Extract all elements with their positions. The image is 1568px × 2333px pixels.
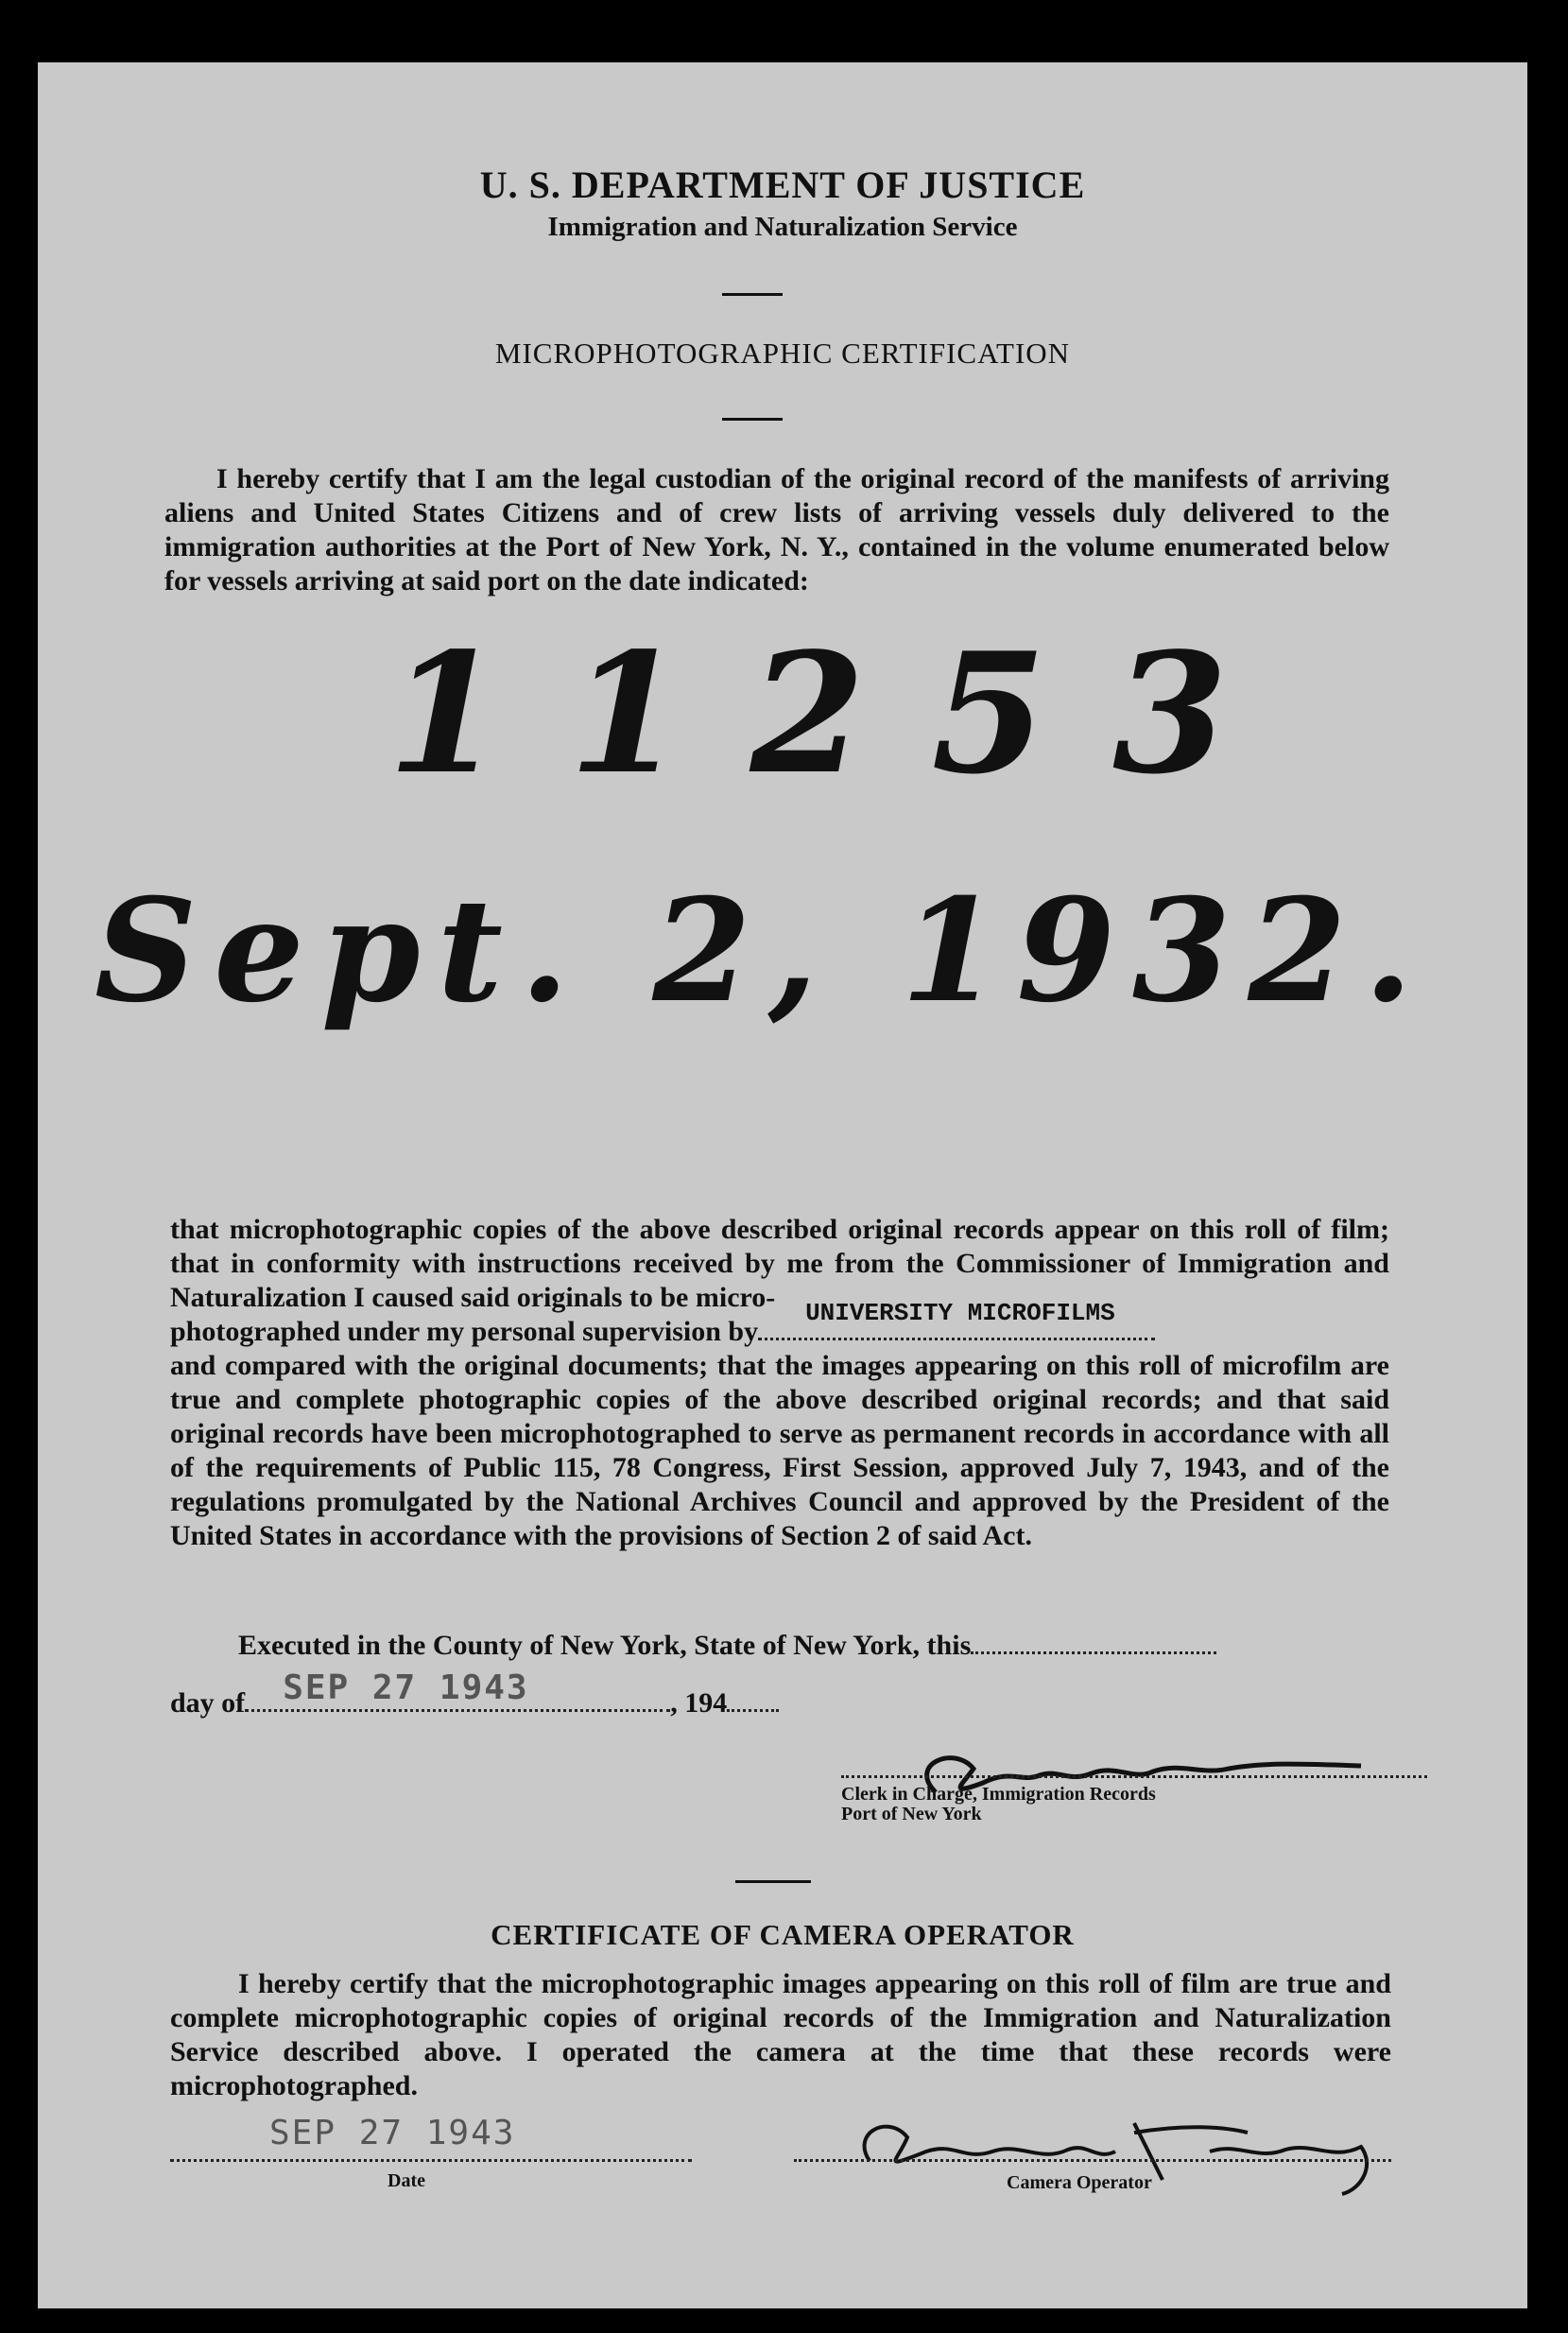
department-heading: U. S. DEPARTMENT OF JUSTICE: [479, 164, 1086, 206]
body-part3: and compared with the original documents; that the images appearing on this roll of microfilm are true and complete photographic copies of the above described original records; and that said original records have been microphotographed to serve as permanent records in accordance with all of the requirements of Public 115, 78 Congress, First Session, approved July 7, 1943, and of the regulations promulgated by the National Archives Council and approved by the President of the United States in accordance with the provisions of Section 2 of said Act.: [170, 1350, 1389, 1551]
supervisor-line: [758, 1299, 1155, 1340]
certificate-page: [38, 62, 1527, 2308]
year-prefix: , 194: [670, 1687, 728, 1719]
clerk-title: [841, 1785, 1156, 1824]
intro-paragraph: I hereby certify that I am the legal custodian of the original record of the manifests of arriving aliens and United States Citizens and of crew lists of arriving vessels duly delivered to the immigration authorities at the Port of New York, N. Y., contained in the volume enumerated below for vessels arriving at said port on the date indicated:: [164, 463, 1389, 596]
date-label: Date: [388, 2170, 425, 2191]
day-of-dots: [245, 1668, 670, 1712]
body-part1: that microphotographic copies of the above described original records appear on this roll of film; that in conformity with instructions received by me from the Commissioner of Immigration and Naturalization I caused said originals to be micro-: [170, 1214, 1389, 1313]
body-part2-lead: photographed under my personal supervision by: [170, 1316, 759, 1347]
camera-certificate-paragraph: I hereby certify that the microphotographic images appearing on this roll of film are true and complete microphotographic copies of original records of the Immigration and Naturalization Service described above. I operated the camera at the time that these records were microphotographed.: [170, 1968, 1391, 2101]
divider: [722, 293, 783, 296]
camera-certificate-title: CERTIFICATE OF CAMERA OPERATOR: [491, 1918, 1075, 1951]
handwritten-arrival-date: Sept. 2, 1932.: [95, 868, 1430, 1034]
camera-date-stamp: SEP 27 1943: [269, 2114, 516, 2152]
body-paragraph: [170, 1213, 1389, 1553]
handwritten-volume-number: 11253: [388, 617, 1294, 811]
execution-line: [238, 1629, 1391, 1663]
divider: [722, 418, 783, 421]
execution-date-stamp: SEP 27 1943: [283, 1668, 529, 1707]
camera-operator-label: Camera Operator: [1007, 2172, 1152, 2193]
day-of-line: [170, 1668, 888, 1720]
clerk-title-line1: Clerk in Charge, Immigration Records: [841, 1784, 1156, 1805]
day-of-label: day of: [170, 1687, 246, 1719]
execution-day-line: [971, 1633, 1216, 1654]
typed-supervisor: UNIVERSITY MICROFILMS: [805, 1299, 1115, 1327]
divider: [735, 1880, 811, 1883]
year-dots: [727, 1690, 779, 1712]
operator-signature-line: [794, 2157, 1391, 2162]
clerk-signature-line: [841, 1773, 1427, 1778]
execution-text: Executed in the County of New York, State of New York, this: [238, 1630, 972, 1661]
service-heading: Immigration and Naturalization Service: [547, 212, 1018, 242]
clerk-title-line2: Port of New York: [841, 1804, 982, 1824]
date-line: [170, 2157, 692, 2162]
certification-title: MICROPHOTOGRAPHIC CERTIFICATION: [494, 337, 1071, 370]
